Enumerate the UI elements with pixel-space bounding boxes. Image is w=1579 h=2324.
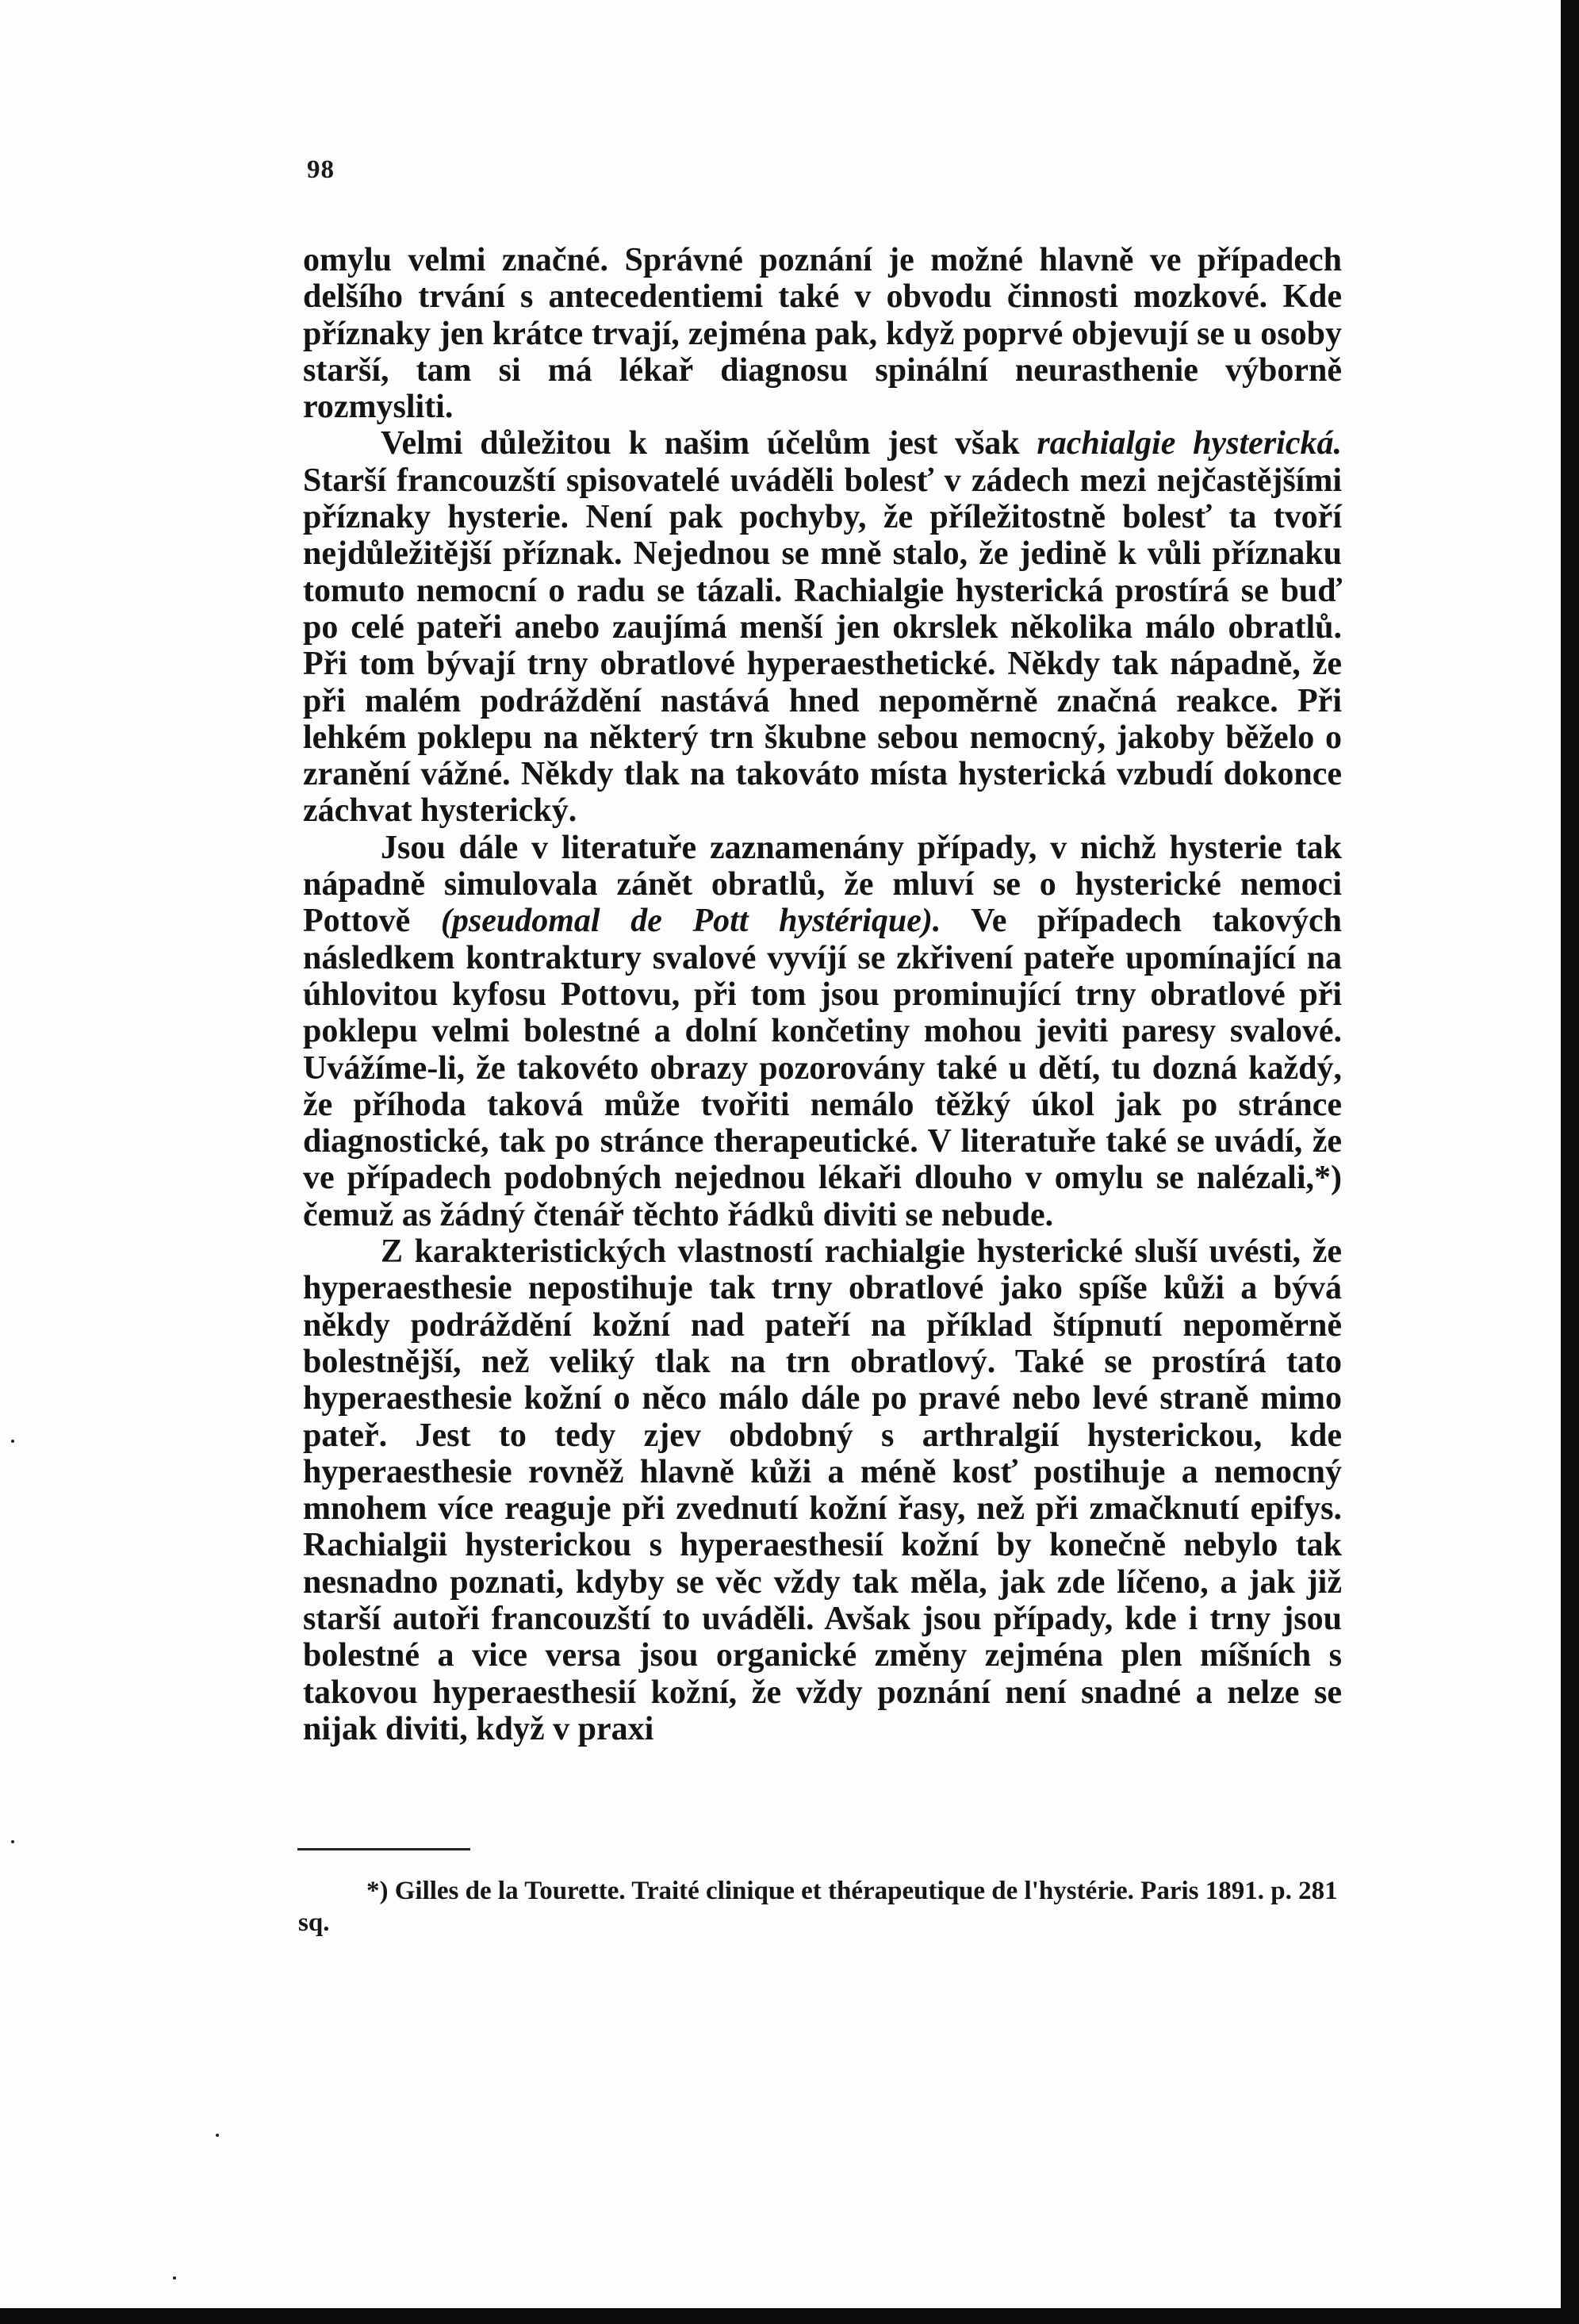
paragraph-text: omylu velmi značné. Správné poznání je možné hlavně ve případech delšího trvání s antecedentiemi také v obvodu činnosti mozkové. Kde příznaky jen krátce trvají, zejména pak, když poprvé objevují se u osoby starší, tam si má lékař diagnosu spinální neurasthenie výborně rozmysliti. [303,242,1342,426]
paragraph-text: Ve případech takových následkem kontraktury svalové vyvíjí se zkřivení pateře upomínající na úhlovitou kyfosu Pottovu, při tom jsou prominující trny obratlové při poklepu velmi bolestné a dolní končetiny mohou jeviti paresy svalové. Uvážíme-li, že takovéto obrazy pozorovány také u dětí, tu dozná každý, že příhoda taková může tvořiti nemálo těžký úkol jak po stránce diagnostické, tak po stránce therapeutické. V literatuře také se uvádí, že ve případech podobných nejednou lékaři dlouho v omylu se nalézali,*) čemuž as žádný čtenář těchto řádků diviti se nebude. [303,903,1342,1233]
emphasized-term: rachialgie hysterická. [1037,425,1342,462]
page-number: 98 [307,155,335,184]
paragraph [303,830,1342,1233]
footnote-text: *) Gilles de la Tourette. Traité clinique et thérapeutique de l'hystérie. Paris 1891. p. 281 sq. [298,1877,1338,1937]
scan-speck [11,1840,14,1843]
scan-speck [173,2276,176,2280]
paragraph-text: Z karakteristických vlastností rachialgie hysterické sluší uvésti, že hyperaesthesie nepostihuje tak trny obratlové jako spíše kůži a bývá někdy podráždění kožní nad pateří na příklad štípnutí nepoměrně bolestnější, než veliký tlak na trn obratlový. Také se prostírá tato hyperaesthesie kožní o něco málo dále po pravé nebo levé straně mimo pateř. Jest to tedy zjev obdobný s arthralgií hysterickou, kde hyperaesthesie rovněž hlavně kůži a méně kosť postihuje a nemocný mnohem více reaguje při zvednutí kožní řasy, než při zmačknutí epifys. Rachialgii hysterickou s hyperaesthesií kožní by konečně nebylo tak nesnadno poznati, kdyby se věc vždy tak měla, jak zde líčeno, a jak již starší autoři francouzští to uváděli. Avšak jsou případy, kde i trny jsou bolestné a vice versa jsou organické změny zejména plen míšních s takovou hyperaesthesií kožní, že vždy poznání není snadné a nelze se nijak diviti, když v praxi [303,1233,1342,1747]
paragraph-text: Jsou dále v literatuře zaznamenány případy, v nichž hysterie tak nápadně simulovala zánět obratlů, že mluví se o hysterické nemoci Pottově [303,829,1342,940]
footnote-divider [297,1848,470,1850]
scan-speck [216,2134,219,2137]
body-text [303,242,1342,1747]
emphasized-term: (pseudomal de Pott hystérique). [440,903,941,940]
paragraph [303,425,1342,829]
footnote [298,1875,1357,1939]
scan-speck [11,1440,14,1443]
paragraph [303,1233,1342,1747]
paragraph [303,242,1342,425]
paragraph-text: Starší francouzští spisovatelé uváděli bolesť v zádech mezi nejčastějšími příznaky hysterie. Není pak pochyby, že příležitostně bolesť ta tvoří nejdůležitější příznak. Nejednou se mně stalo, že jedině k vůli příznaku tomuto nemocní o radu se tázali. Rachialgie hysterická prostírá se buď po celé pateři anebo zaujímá menší jen okrslek několika málo obratlů. Při tom bývají trny obratlové hyperaesthetické. Někdy tak nápadně, že při malém podráždění nastává hned nepoměrně značná reakce. Při lehkém poklepu na některý trn škubne sebou nemocný, jakoby běželo o zranění vážné. Někdy tlak na takováto místa hysterická vzbudí dokonce záchvat hysterický. [303,462,1342,830]
paragraph-text: Velmi důležitou k našim účelům jest však [381,425,1037,462]
